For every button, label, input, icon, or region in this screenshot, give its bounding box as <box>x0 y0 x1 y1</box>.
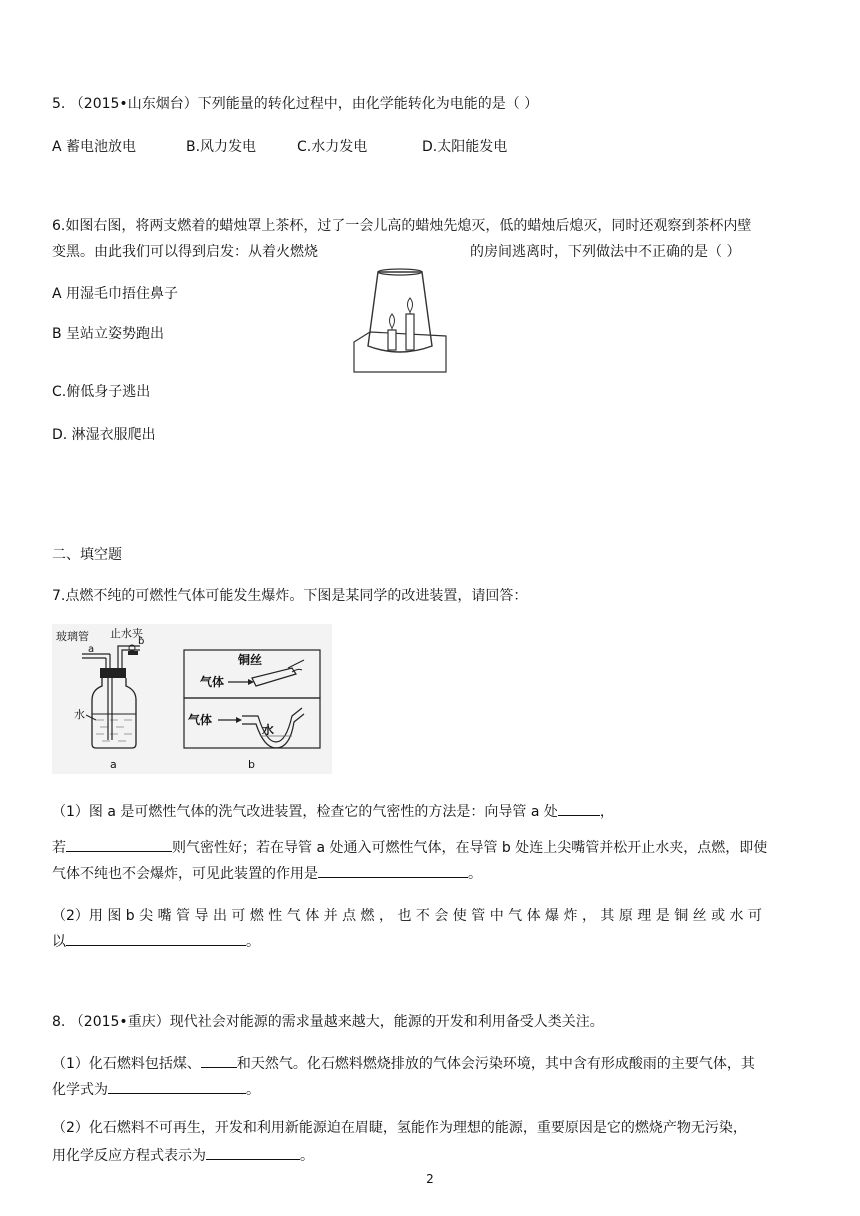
label-water-b: 水 <box>262 723 275 737</box>
q8-p2-line1: （2）化石燃料不可再生，开发和利用新能源迫在眉睫，氢能作为理想的能源，重要原因是它的燃烧产物无污染， <box>52 1120 747 1136</box>
q8-p2-line2 <box>52 1144 314 1166</box>
q7-p1-line3 <box>52 862 482 884</box>
answer-blank[interactable] <box>201 1052 237 1068</box>
q6-line2b: 的房间逃离时，下列做法中不正确的是（ ） <box>470 244 741 260</box>
q5-option-d: D.太阳能发电 <box>422 139 508 155</box>
caption-a: a <box>110 758 117 771</box>
q8-p1-line2 <box>52 1078 260 1100</box>
answer-blank[interactable] <box>66 930 246 946</box>
answer-blank[interactable] <box>318 862 468 878</box>
q8-p1-rest: 和天然气。化石燃料燃烧排放的气体会污染环境，其中含有形成酸雨的主要气体，其 <box>236 1056 755 1072</box>
answer-blank[interactable] <box>66 836 172 852</box>
q8-p1-line1 <box>52 1052 755 1074</box>
q7-p1-line1 <box>52 800 614 822</box>
q7-p2-line1: （2）用 图 b 尖 嘴 管 导 出 可 燃 性 气 体 并 点 燃 ， 也 不 会 使 管 中 气 体 爆 炸 ， 其 原 理 是 铜 丝 或 水 可 <box>52 908 762 924</box>
q5-option-a: A 蓄电池放电 <box>52 139 137 155</box>
candle-cup-figure <box>350 262 450 376</box>
q7-p1-text: （1）图 a 是可燃性气体的洗气改进装置，检查它的气密性的方法是：向导管 a 处 <box>52 804 558 820</box>
q8-p1-fossil: （1）化石燃料包括煤、 <box>52 1056 201 1072</box>
q5-option-c: C.水力发电 <box>297 139 368 155</box>
section-heading: 二、填空题 <box>52 547 122 563</box>
q8-stem: 8. （2015•重庆）现代社会对能源的需求量越来越大，能源的开发和利用备受人类关注。 <box>52 1014 604 1030</box>
q7-p1-comma: ， <box>599 804 614 820</box>
label-glass-tube: 玻璃管 <box>56 630 89 643</box>
q6-line1: 6.如图右图，将两支燃着的蜡烛罩上茶杯，过了一会儿高的蜡烛先熄灭，低的蜡烛后熄灭，同时还观察到茶杯内壁 <box>52 218 752 234</box>
label-clamp: 止水夹 <box>110 627 143 640</box>
q8-p2-period: 。 <box>300 1148 314 1164</box>
q6-option-d: D. 淋湿衣服爬出 <box>52 427 156 443</box>
q7-p2-period: 。 <box>246 934 260 950</box>
label-gas-top: 气体 <box>200 675 225 689</box>
q7-stem: 7.点燃不纯的可燃性气体可能发生爆炸。下图是某同学的改进装置，请回答： <box>52 588 528 604</box>
q7-p1-rest: 则气密性好；若在导管 a 处通入可燃性气体，在导管 b 处连上尖嘴管并松开止水夹，点燃，即使 <box>172 840 768 856</box>
gas-apparatus-figure <box>52 624 332 774</box>
label-tube-a: a <box>88 644 95 655</box>
q7-p1-if: 若 <box>52 840 66 856</box>
caption-b: b <box>248 758 255 771</box>
q6-option-b: B 呈站立姿势跑出 <box>52 326 165 342</box>
q6-option-a: A 用湿毛巾捂住鼻子 <box>52 286 179 302</box>
q6-line2a: 变黑。由此我们可以得到启发：从着火燃烧 <box>52 244 318 260</box>
q7-p1-period: 。 <box>468 866 482 882</box>
q5-option-b: B.风力发电 <box>186 139 257 155</box>
label-tube-b: b <box>138 636 145 647</box>
q8-p2-equation: 用化学反应方程式表示为 <box>52 1148 206 1164</box>
q8-p1-period: 。 <box>246 1082 260 1098</box>
q6-option-c: C.俯低身子逃出 <box>52 384 151 400</box>
q7-p1-purpose: 气体不纯也不会爆炸，可见此装置的作用是 <box>52 866 318 882</box>
answer-blank[interactable] <box>108 1078 246 1094</box>
label-copper: 铜丝 <box>238 653 263 667</box>
q7-p2-can: 以 <box>52 934 66 950</box>
answer-blank[interactable] <box>206 1144 300 1160</box>
answer-blank[interactable] <box>558 800 600 816</box>
label-gas-bottom: 气体 <box>188 713 213 727</box>
page-number: 2 <box>426 1172 434 1186</box>
q8-p1-formula: 化学式为 <box>52 1082 108 1098</box>
q5-stem: 5. （2015•山东烟台）下列能量的转化过程中，由化学能转化为电能的是（ ） <box>52 96 539 112</box>
q7-p2-line2 <box>52 930 260 952</box>
label-water-a: 水 <box>74 708 85 721</box>
q7-p1-line2 <box>52 836 767 858</box>
